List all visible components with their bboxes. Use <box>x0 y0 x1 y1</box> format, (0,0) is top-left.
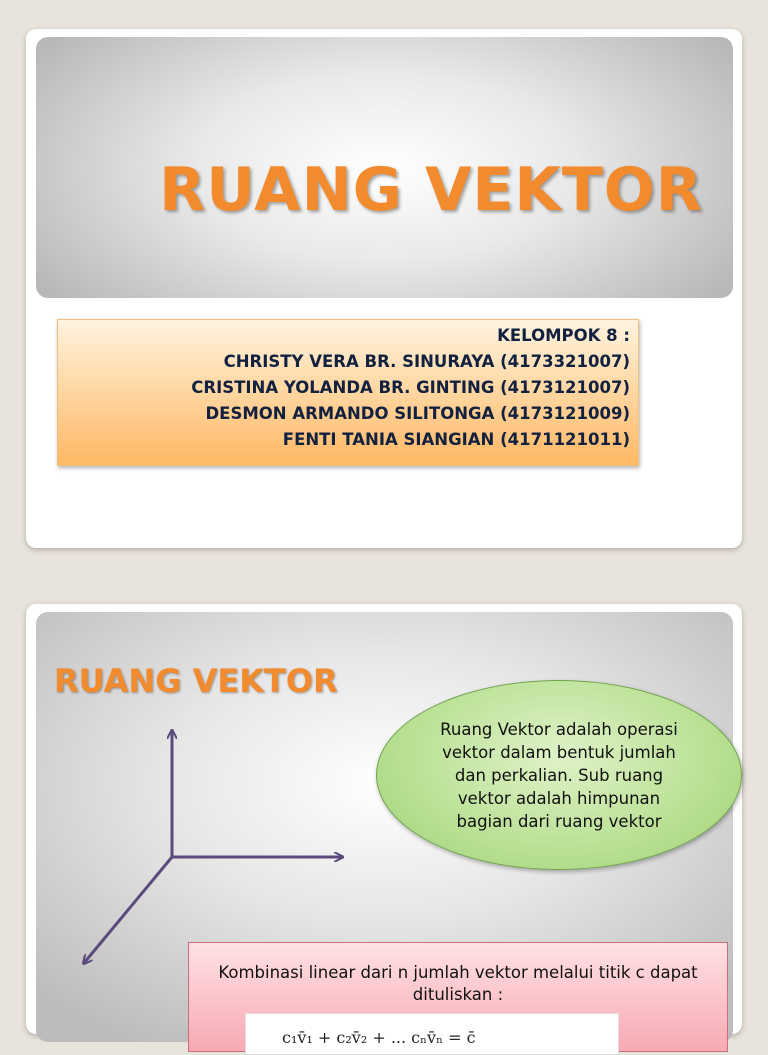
slide-title: RUANG VEKTOR <box>159 155 703 225</box>
content-panel <box>36 612 733 1047</box>
member-3: DESMON ARMANDO SILITONGA (4173121009) <box>205 404 630 423</box>
member-1: CHRISTY VERA BR. SINURAYA (4173321007) <box>223 352 630 371</box>
formula-text: c₁v̄₁ + c₂v̄₂ + ... cₙv̄ₙ = c̄ <box>282 1028 476 1047</box>
group-members-box <box>57 319 639 466</box>
formula-box <box>245 1013 619 1055</box>
linear-combination-box <box>188 942 728 1052</box>
member-2: CRISTINA YOLANDA BR. GINTING (4173121007) <box>191 378 630 397</box>
title-panel <box>36 37 733 298</box>
group-label: KELOMPOK 8 : <box>497 326 630 345</box>
slide-1 <box>26 29 742 548</box>
definition-text: Ruang Vektor adalah operasi vektor dalam bentuk jumlah dan perkalian. Sub ruang vektor adalah himpunan bagian dari ruang vektor <box>440 719 678 831</box>
definition-oval <box>376 680 742 870</box>
slide-2 <box>26 604 742 1047</box>
linear-combination-text: Kombinasi linear dari n jumlah vektor melalui titik c dapat dituliskan : <box>218 963 698 1004</box>
section-title: RUANG VEKTOR <box>54 662 338 700</box>
axis-y-arrow <box>84 857 172 963</box>
member-4: FENTI TANIA SIANGIAN (4171121011) <box>282 430 630 449</box>
